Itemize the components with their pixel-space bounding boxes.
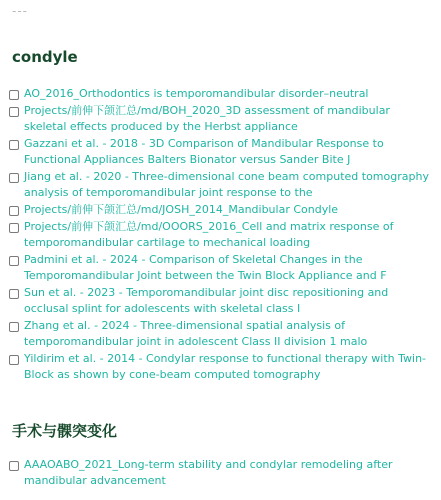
task-item: [9, 318, 435, 350]
note-link[interactable]: Jiang et al. - 2020 - Three-dimensional cone beam computed tomography analysis of temporomandibular joint response to the: [24, 170, 429, 199]
task-list-surgery: [9, 457, 435, 490]
checkbox[interactable]: [9, 355, 19, 365]
horizontal-rule: ---: [12, 4, 28, 18]
note-link[interactable]: Gazzani et al. - 2018 - 3D Comparison of Mandibular Response to Functional Appliances Balters Bionator versus Sander Bite J: [24, 137, 384, 166]
note-link[interactable]: Padmini et al. - 2024 - Comparison of Skeletal Changes in the Temporomandibular Joint between the Twin Block Appliance and F: [24, 253, 387, 282]
task-list-condyle: [9, 86, 435, 384]
task-item: [9, 219, 435, 251]
task-item: [9, 169, 435, 201]
note-link[interactable]: AO_2016_Orthodontics is temporomandibular disorder–neutral: [24, 87, 369, 100]
note-link[interactable]: Projects/前伸下颌汇总/md/JOSH_2014_Mandibular Condyle: [24, 203, 339, 216]
task-item: [9, 202, 435, 218]
note-link[interactable]: AAAOABO_2021_Long-term stability and condylar remodeling after mandibular advancement: [24, 458, 393, 487]
task-item: [9, 457, 435, 489]
task-item: [9, 86, 435, 102]
checkbox[interactable]: [9, 461, 19, 471]
checkbox[interactable]: [9, 90, 19, 100]
checkbox[interactable]: [9, 223, 19, 233]
checkbox[interactable]: [9, 140, 19, 150]
section-heading-condyle: condyle: [12, 48, 78, 66]
note-link[interactable]: Sun et al. - 2023 - Temporomandibular joint disc repositioning and occlusal splint for adolescents with skeletal class I: [24, 286, 389, 315]
task-item: [9, 103, 435, 135]
note-link[interactable]: Zhang et al. - 2024 - Three-dimensional spatial analysis of temporomandibular joint in adolescent Class II division 1 malo: [24, 319, 368, 348]
note-link[interactable]: Projects/前伸下颌汇总/md/BOH_2020_3D assessment of mandibular skeletal effects produced by the Herbst appliance: [24, 104, 390, 133]
checkbox[interactable]: [9, 289, 19, 299]
checkbox[interactable]: [9, 107, 19, 117]
task-item: [9, 252, 435, 284]
checkbox[interactable]: [9, 256, 19, 266]
task-item: [9, 285, 435, 317]
task-item: [9, 136, 435, 168]
checkbox[interactable]: [9, 173, 19, 183]
task-item: [9, 351, 435, 383]
section-heading-surgery: 手术与髁突变化: [12, 422, 118, 440]
checkbox[interactable]: [9, 322, 19, 332]
checkbox[interactable]: [9, 206, 19, 216]
note-link[interactable]: Projects/前伸下颌汇总/md/OOORS_2016_Cell and matrix response of temporomandibular cartilage to mechanical loading: [24, 220, 394, 249]
note-link[interactable]: Yildirim et al. - 2014 - Condylar response to functional therapy with Twin-Block as shown by cone-beam computed tomography: [24, 352, 427, 381]
